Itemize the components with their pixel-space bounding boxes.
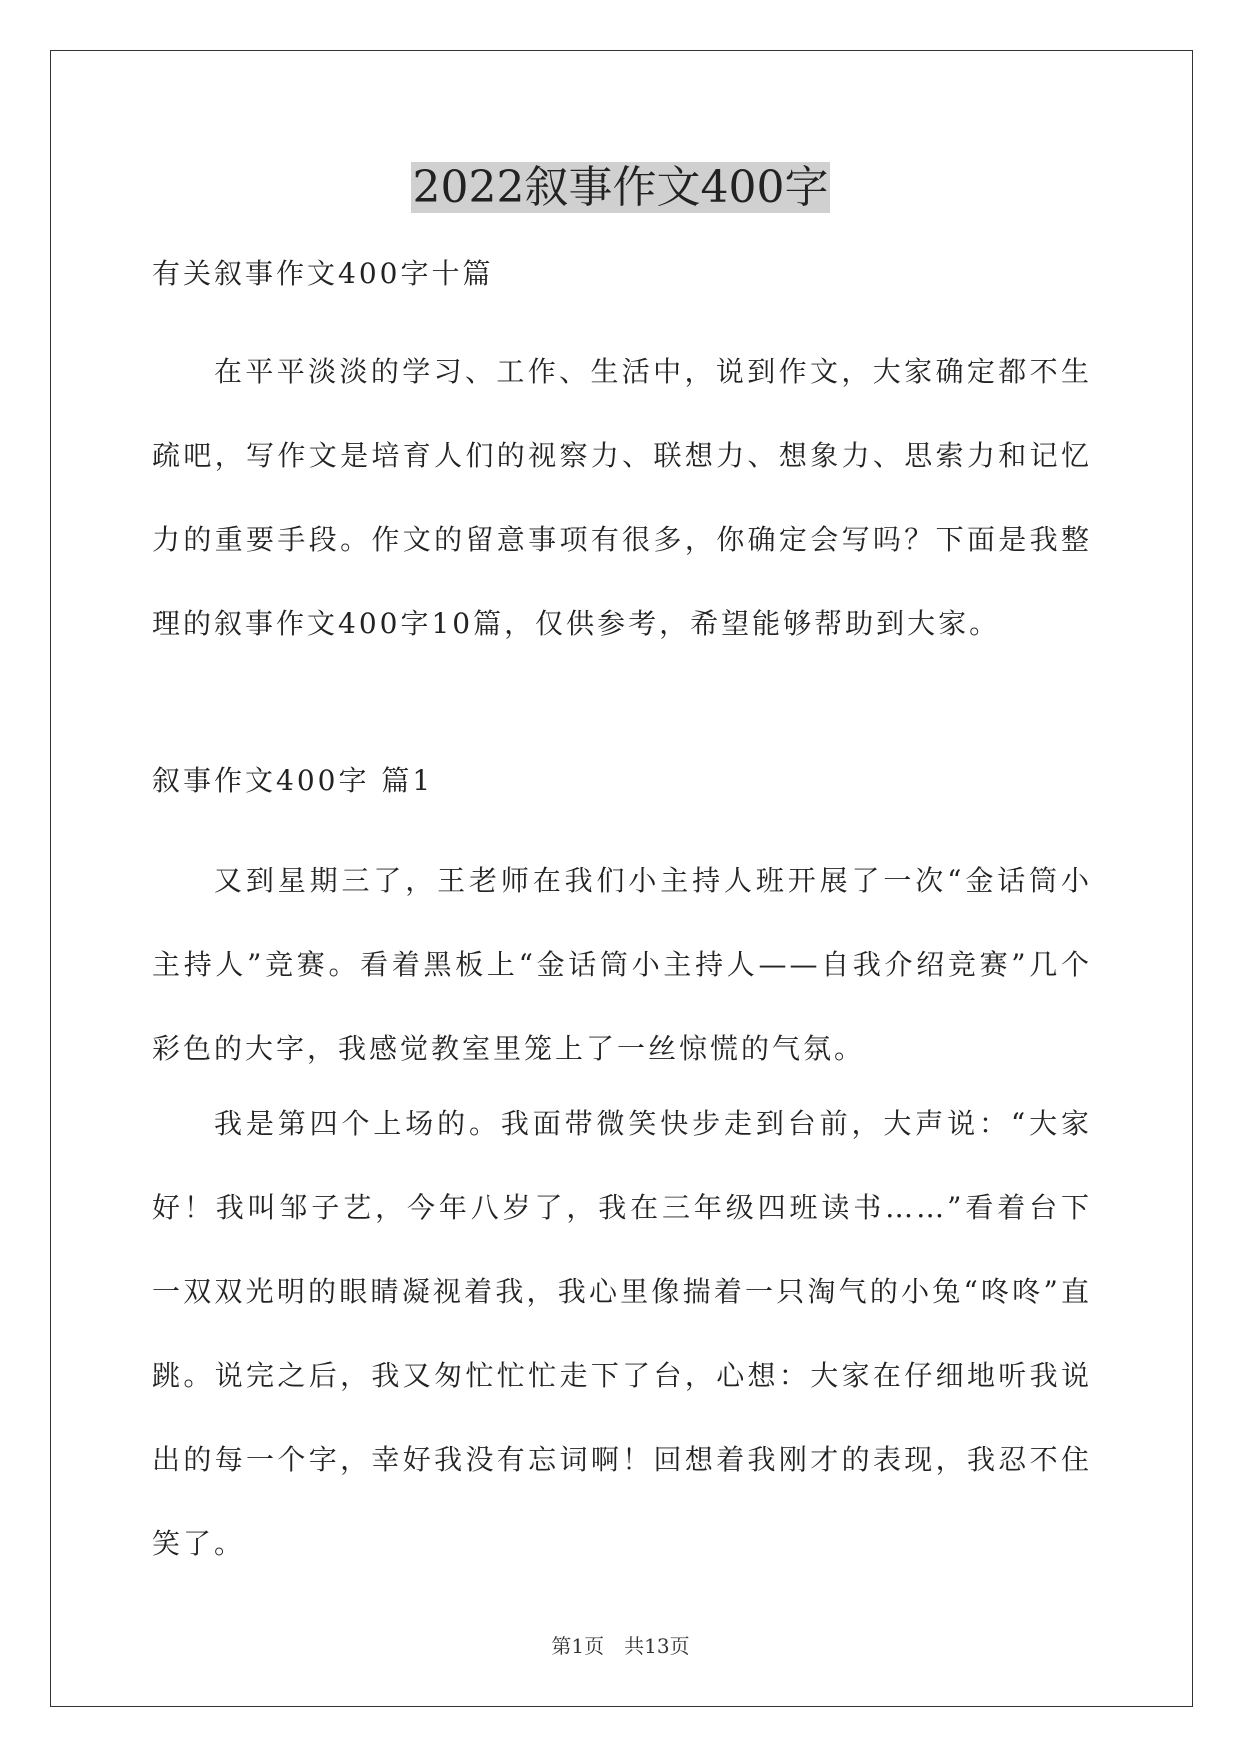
- intro-paragraph: [152, 330, 1092, 666]
- essay-paragraph: [152, 839, 1092, 1091]
- document-title: [0, 160, 1241, 216]
- page-number: 第1页 共13页: [551, 1634, 690, 1658]
- subtitle-text: 有关叙事作文400字十篇: [152, 257, 494, 290]
- document-title-text: 2022叙事作文400字: [412, 162, 829, 213]
- essay-paragraph-text: 又到星期三了，王老师在我们小主持人班开展了一次“金话筒小主持人”竞赛。看着黑板上“金话筒小主持人——自我介绍竞赛”几个彩色的大字，我感觉教室里笼上了一丝惊慌的气氛。: [152, 864, 1092, 1065]
- intro-text: 在平平淡淡的学习、工作、生活中，说到作文，大家确定都不生疏吧，写作文是培育人们的视察力、联想力、想象力、思索力和记忆力的重要手段。作文的留意事项有很多，你确定会写吗？下面是我整理的叙事作文400字10篇，仅供参考，希望能够帮助到大家。: [152, 355, 1092, 640]
- section-heading: [152, 739, 1092, 823]
- section-heading-text: 叙事作文400字 篇1: [152, 764, 434, 797]
- page-footer: [0, 1630, 1241, 1659]
- document-subtitle: [152, 232, 1092, 316]
- essay-paragraph-text: 我是第四个上场的。我面带微笑快步走到台前，大声说：“大家好！我叫邹子艺，今年八岁了，我在三年级四班读书……”看着台下一双双光明的眼睛凝视着我，我心里像揣着一只淘气的小兔“咚咚”直跳。说完之后，我又匆忙忙忙走下了台，心想：大家在仔细地听我说出的每一个字，幸好我没有忘词啊！回想着我刚才的表现，我忍不住笑了。: [152, 1107, 1092, 1560]
- essay-paragraph: [152, 1082, 1092, 1586]
